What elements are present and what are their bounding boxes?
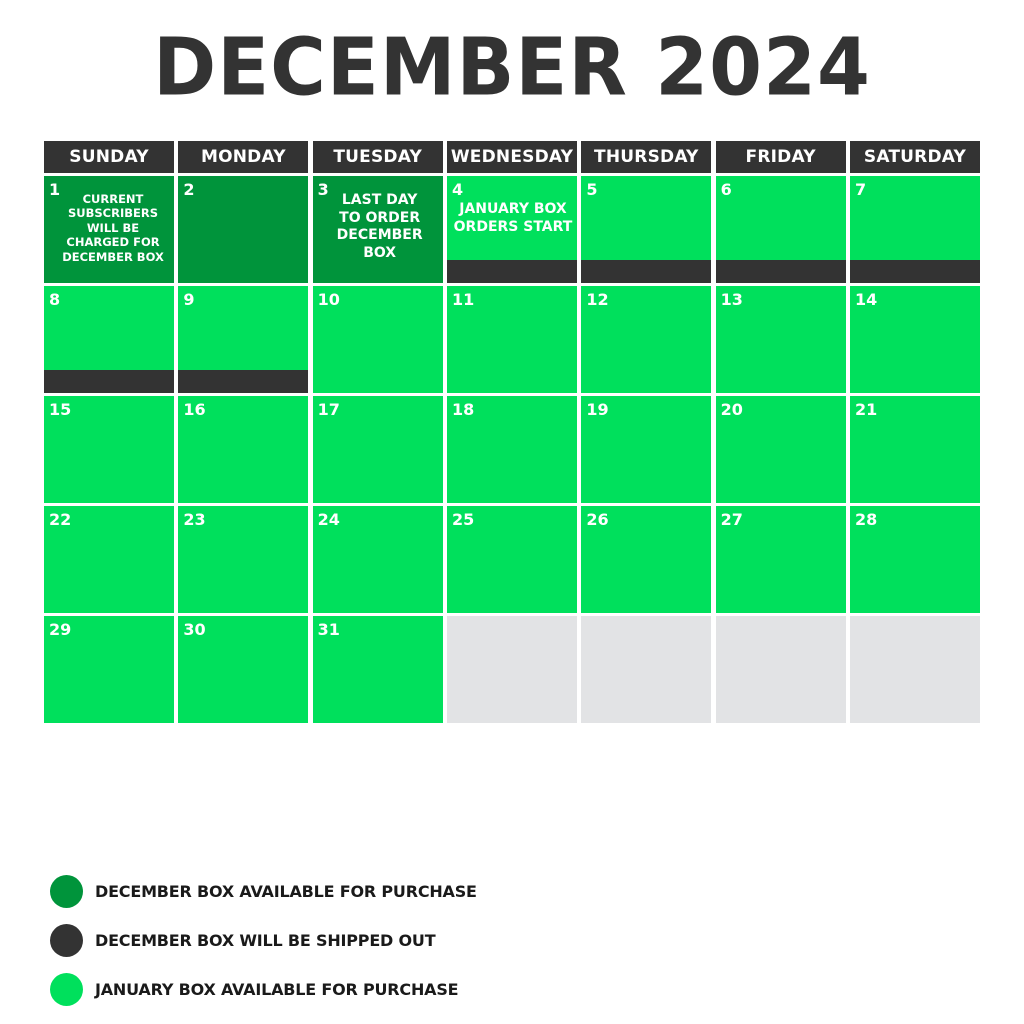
- day-cell-7: [850, 176, 980, 283]
- day-number: 10: [317, 290, 340, 309]
- day-cell-26: [581, 506, 711, 613]
- legend-label: JANUARY BOX AVAILABLE FOR PURCHASE: [95, 979, 459, 999]
- empty-day-cell: [581, 616, 711, 723]
- ship-out-bar: [44, 370, 174, 393]
- day-cell-2: [178, 176, 308, 283]
- day-cell-28: [850, 506, 980, 613]
- day-cell-24: [313, 506, 443, 613]
- day-number: 19: [586, 400, 609, 419]
- weekday-header-monday: MONDAY: [178, 141, 308, 173]
- day-number: 21: [854, 400, 878, 419]
- day-cell-4: [447, 176, 577, 283]
- day-number: 5: [586, 180, 598, 199]
- day-note-4: JANUARY BOX ORDERS START: [453, 201, 573, 235]
- day-number: 28: [854, 510, 878, 529]
- day-number: 27: [720, 510, 743, 529]
- day-cell-23: [178, 506, 308, 613]
- day-number: 30: [183, 620, 206, 639]
- day-cell-31: [313, 616, 443, 723]
- day-cell-17: [313, 396, 443, 503]
- day-cell-3: [313, 176, 443, 283]
- day-cell-15: [44, 396, 174, 503]
- day-number: 24: [317, 510, 340, 529]
- legend-item-december-shipped: [50, 923, 477, 957]
- day-number: 13: [720, 290, 743, 309]
- day-number: 22: [49, 510, 72, 529]
- day-number: 17: [317, 400, 340, 419]
- day-cell-14: [850, 286, 980, 393]
- legend-item-december-purchase: [50, 874, 477, 908]
- weekday-header-saturday: SATURDAY: [850, 141, 980, 173]
- weekday-header-wednesday: WEDNESDAY: [447, 141, 577, 173]
- day-number: 26: [586, 510, 609, 529]
- day-number: 9: [183, 290, 195, 309]
- legend-label: DECEMBER BOX WILL BE SHIPPED OUT: [95, 930, 436, 950]
- day-cell-21: [850, 396, 980, 503]
- day-cell-22: [44, 506, 174, 613]
- day-cell-6: [716, 176, 846, 283]
- legend-dot: [50, 973, 83, 1006]
- day-cell-11: [447, 286, 577, 393]
- day-cell-13: [716, 286, 846, 393]
- weekday-header-friday: FRIDAY: [716, 141, 846, 173]
- day-number: 25: [451, 510, 475, 529]
- day-cell-1: [44, 176, 174, 283]
- day-number: 20: [720, 400, 743, 419]
- legend-item-january-purchase: [50, 972, 477, 1006]
- legend-label: DECEMBER BOX AVAILABLE FOR PURCHASE: [95, 881, 477, 901]
- day-number: 6: [720, 180, 732, 199]
- day-number: 31: [317, 620, 340, 639]
- day-cell-10: [313, 286, 443, 393]
- empty-day-cell: [447, 616, 577, 723]
- day-note-3: LAST DAY TO ORDER DECEMBER BOX: [336, 192, 423, 261]
- day-cell-20: [716, 396, 846, 503]
- day-cell-30: [178, 616, 308, 723]
- day-note-1: CURRENT SUBSCRIBERS WILL BE CHARGED FOR DECEMBER BOX: [62, 192, 164, 264]
- day-number: 16: [183, 400, 206, 419]
- weekday-header-tuesday: TUESDAY: [313, 141, 443, 173]
- day-cell-27: [716, 506, 846, 613]
- weekday-header-sunday: SUNDAY: [44, 141, 174, 173]
- day-number: 15: [49, 400, 72, 419]
- day-cell-12: [581, 286, 711, 393]
- day-number: 3: [317, 180, 329, 199]
- calendar-grid: [44, 141, 980, 723]
- empty-day-cell: [850, 616, 980, 723]
- day-number: 1: [49, 180, 61, 199]
- legend-dot: [50, 924, 83, 957]
- ship-out-bar: [716, 260, 846, 283]
- day-number: 23: [183, 510, 206, 529]
- day-number: 2: [183, 180, 195, 199]
- legend-dot: [50, 875, 83, 908]
- day-number: 14: [854, 290, 878, 309]
- day-number: 18: [451, 400, 475, 419]
- ship-out-bar: [581, 260, 711, 283]
- day-number: 4: [451, 180, 464, 199]
- legend: [50, 874, 477, 1021]
- day-cell-16: [178, 396, 308, 503]
- day-number: 11: [451, 290, 475, 309]
- day-number: 29: [49, 620, 72, 639]
- ship-out-bar: [447, 260, 577, 283]
- ship-out-bar: [178, 370, 308, 393]
- day-cell-5: [581, 176, 711, 283]
- ship-out-bar: [850, 260, 980, 283]
- day-cell-19: [581, 396, 711, 503]
- day-cell-18: [447, 396, 577, 503]
- weekday-header-thursday: THURSDAY: [581, 141, 711, 173]
- day-cell-9: [178, 286, 308, 393]
- day-number: 8: [49, 290, 61, 309]
- calendar-title: DECEMBER 2024: [153, 19, 871, 114]
- day-cell-29: [44, 616, 174, 723]
- day-number: 12: [586, 290, 609, 309]
- empty-day-cell: [716, 616, 846, 723]
- day-cell-25: [447, 506, 577, 613]
- day-number: 7: [854, 180, 867, 199]
- day-cell-8: [44, 286, 174, 393]
